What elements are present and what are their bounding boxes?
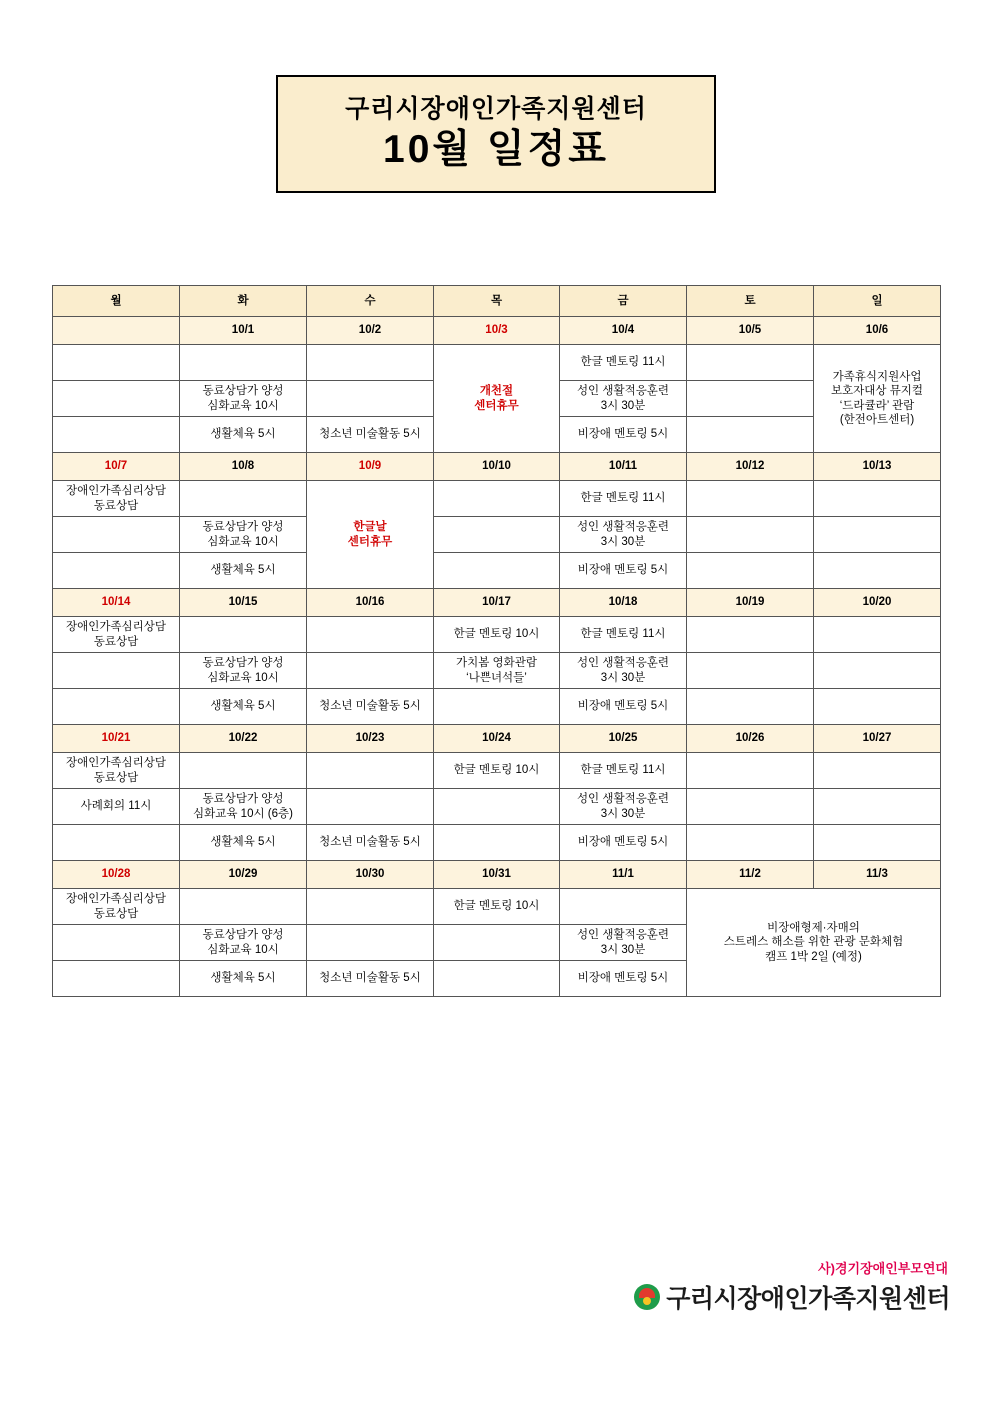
- event-cell: [687, 617, 814, 653]
- event-row: [53, 689, 941, 725]
- event-cell: 한글 멘토링 11시: [560, 345, 687, 381]
- event-cell: [180, 889, 307, 925]
- event-cell: [307, 345, 434, 381]
- event-cell: [307, 889, 434, 925]
- event-cell: [307, 925, 434, 961]
- event-cell: [307, 753, 434, 789]
- event-cell: [687, 345, 814, 381]
- event-cell: [180, 617, 307, 653]
- event-row: [53, 345, 941, 381]
- date-cell: 10/30: [307, 861, 434, 889]
- date-cell: 10/14: [53, 589, 180, 617]
- date-cell: 10/6: [814, 317, 941, 345]
- event-cell: [53, 689, 180, 725]
- table-header: [53, 286, 941, 317]
- table-body: [53, 317, 941, 997]
- event-cell: 한글 멘토링 10시: [434, 889, 560, 925]
- date-cell: 10/2: [307, 317, 434, 345]
- event-cell: 가치봄 영화관람 ‘나쁜녀석들’: [434, 653, 560, 689]
- event-cell: [180, 753, 307, 789]
- event-cell: [687, 753, 814, 789]
- date-row: [53, 317, 941, 345]
- event-cell: [180, 481, 307, 517]
- event-cell: 생활체육 5시: [180, 553, 307, 589]
- event-cell: 생활체육 5시: [180, 825, 307, 861]
- center-logo-icon: [634, 1284, 660, 1310]
- event-cell: 한글 멘토링 10시: [434, 753, 560, 789]
- date-cell: 10/26: [687, 725, 814, 753]
- event-cell: 청소년 미술활동 5시: [307, 825, 434, 861]
- date-cell: 10/23: [307, 725, 434, 753]
- event-cell: [687, 789, 814, 825]
- date-cell: 10/3: [434, 317, 560, 345]
- event-row: [53, 553, 941, 589]
- weekday-header-4: 금: [560, 286, 687, 317]
- event-row: [53, 789, 941, 825]
- event-cell: [53, 381, 180, 417]
- date-cell: 10/7: [53, 453, 180, 481]
- event-cell-merged: 한글날 센터휴무: [307, 481, 434, 589]
- event-cell: [434, 789, 560, 825]
- event-cell: [687, 689, 814, 725]
- weekday-header-6: 일: [814, 286, 941, 317]
- calendar-container: [52, 285, 940, 997]
- event-cell: 사례회의 11시: [53, 789, 180, 825]
- date-cell: 10/13: [814, 453, 941, 481]
- schedule-table: [52, 285, 941, 997]
- event-cell: 동료상담가 양성 심화교육 10시: [180, 517, 307, 553]
- event-cell: 장애인가족심리상담 동료상담: [53, 889, 180, 925]
- event-cell: [814, 689, 941, 725]
- event-cell: 비장애 멘토링 5시: [560, 689, 687, 725]
- event-cell: 청소년 미술활동 5시: [307, 961, 434, 997]
- event-row: [53, 617, 941, 653]
- event-cell: [434, 517, 560, 553]
- event-row: [53, 481, 941, 517]
- weekday-header-5: 토: [687, 286, 814, 317]
- date-cell: 11/1: [560, 861, 687, 889]
- event-cell: 생활체육 5시: [180, 961, 307, 997]
- organization-name: 구리시장애인가족지원센터: [345, 94, 647, 123]
- event-cell: [687, 653, 814, 689]
- event-cell: [53, 961, 180, 997]
- event-cell: [687, 481, 814, 517]
- event-cell: 한글 멘토링 11시: [560, 481, 687, 517]
- date-cell: [53, 317, 180, 345]
- event-cell: 장애인가족심리상담 동료상담: [53, 481, 180, 517]
- date-cell: 10/28: [53, 861, 180, 889]
- date-cell: 10/5: [687, 317, 814, 345]
- date-cell: 10/18: [560, 589, 687, 617]
- event-cell: 성인 생활적응훈련 3시 30분: [560, 653, 687, 689]
- event-cell: 동료상담가 양성 심화교육 10시: [180, 925, 307, 961]
- event-cell: [814, 553, 941, 589]
- event-cell: 비장애 멘토링 5시: [560, 553, 687, 589]
- footer-brand: [560, 1279, 950, 1315]
- date-cell: 10/17: [434, 589, 560, 617]
- event-cell: [814, 481, 941, 517]
- event-cell: 비장애 멘토링 5시: [560, 961, 687, 997]
- date-cell: 10/24: [434, 725, 560, 753]
- event-cell: 성인 생활적응훈련 3시 30분: [560, 381, 687, 417]
- date-cell: 10/25: [560, 725, 687, 753]
- date-cell: 10/16: [307, 589, 434, 617]
- footer-center-name: 구리시장애인가족지원센터: [666, 1285, 950, 1313]
- event-cell: [814, 825, 941, 861]
- event-cell: 동료상담가 양성 심화교육 10시: [180, 381, 307, 417]
- date-cell: 10/4: [560, 317, 687, 345]
- date-cell: 10/12: [687, 453, 814, 481]
- event-cell: [307, 653, 434, 689]
- date-cell: 10/10: [434, 453, 560, 481]
- event-cell: [307, 617, 434, 653]
- weekday-header-1: 화: [180, 286, 307, 317]
- footer-logo: [560, 1258, 950, 1315]
- event-row: [53, 825, 941, 861]
- event-cell: [307, 789, 434, 825]
- date-cell: 10/31: [434, 861, 560, 889]
- weekday-header-3: 목: [434, 286, 560, 317]
- weekday-header-0: 월: [53, 286, 180, 317]
- event-cell: [687, 381, 814, 417]
- event-cell: [53, 925, 180, 961]
- event-cell: [687, 517, 814, 553]
- event-row: [53, 517, 941, 553]
- event-cell: [53, 517, 180, 553]
- event-row: [53, 889, 941, 925]
- event-cell: 비장애 멘토링 5시: [560, 825, 687, 861]
- event-cell: [434, 961, 560, 997]
- event-cell: 성인 생활적응훈련 3시 30분: [560, 789, 687, 825]
- page-title: 10월 일정표: [383, 128, 609, 172]
- date-cell: 10/9: [307, 453, 434, 481]
- event-cell: [434, 925, 560, 961]
- date-cell: 10/11: [560, 453, 687, 481]
- title-box: [276, 75, 716, 193]
- event-row: [53, 753, 941, 789]
- event-cell: 성인 생활적응훈련 3시 30분: [560, 925, 687, 961]
- event-cell: 청소년 미술활동 5시: [307, 417, 434, 453]
- event-cell: [814, 653, 941, 689]
- date-cell: 10/27: [814, 725, 941, 753]
- event-cell: 생활체육 5시: [180, 689, 307, 725]
- event-cell: 한글 멘토링 10시: [434, 617, 560, 653]
- footer-affiliation: 사)경기장애인부모연대: [818, 1261, 948, 1276]
- event-cell-merged: 가족휴식지원사업 보호자대상 뮤지컬 ‘드라큘라’ 관람 (한전아트센터): [814, 345, 941, 453]
- weekday-header-2: 수: [307, 286, 434, 317]
- date-row: [53, 589, 941, 617]
- event-row: [53, 653, 941, 689]
- event-cell: 한글 멘토링 11시: [560, 617, 687, 653]
- event-cell: [814, 517, 941, 553]
- event-cell: [814, 753, 941, 789]
- date-row: [53, 453, 941, 481]
- event-cell: [307, 381, 434, 417]
- event-cell: [180, 345, 307, 381]
- date-cell: 10/20: [814, 589, 941, 617]
- event-cell: [53, 345, 180, 381]
- date-cell: 11/3: [814, 861, 941, 889]
- event-cell: [53, 553, 180, 589]
- event-cell: 장애인가족심리상담 동료상담: [53, 753, 180, 789]
- event-cell: [53, 825, 180, 861]
- event-cell: [434, 481, 560, 517]
- event-cell: [53, 653, 180, 689]
- event-cell: 동료상담가 양성 심화교육 10시: [180, 653, 307, 689]
- event-cell: [560, 889, 687, 925]
- event-cell: 비장애 멘토링 5시: [560, 417, 687, 453]
- event-cell: [434, 825, 560, 861]
- event-cell: [53, 417, 180, 453]
- date-cell: 10/21: [53, 725, 180, 753]
- event-cell: [434, 689, 560, 725]
- date-cell: 10/1: [180, 317, 307, 345]
- event-cell: [687, 417, 814, 453]
- event-cell: [814, 617, 941, 653]
- event-cell-merged: 개천절 센터휴무: [434, 345, 560, 453]
- event-cell: [687, 825, 814, 861]
- date-cell: 10/29: [180, 861, 307, 889]
- event-cell: 생활체육 5시: [180, 417, 307, 453]
- event-cell: [687, 553, 814, 589]
- date-row: [53, 861, 941, 889]
- event-cell: 성인 생활적응훈련 3시 30분: [560, 517, 687, 553]
- event-cell-merged: 비장애형제·자매의 스트레스 해소를 위한 관광 문화체험 캠프 1박 2일 (예정): [687, 889, 941, 997]
- date-cell: 10/8: [180, 453, 307, 481]
- date-row: [53, 725, 941, 753]
- weekday-header-row: [53, 286, 941, 317]
- date-cell: 10/22: [180, 725, 307, 753]
- event-cell: [434, 553, 560, 589]
- event-cell: 동료상담가 양성 심화교육 10시 (6층): [180, 789, 307, 825]
- date-cell: 10/19: [687, 589, 814, 617]
- date-cell: 11/2: [687, 861, 814, 889]
- event-cell: 한글 멘토링 11시: [560, 753, 687, 789]
- event-cell: [814, 789, 941, 825]
- event-cell: 청소년 미술활동 5시: [307, 689, 434, 725]
- event-cell: 장애인가족심리상담 동료상담: [53, 617, 180, 653]
- date-cell: 10/15: [180, 589, 307, 617]
